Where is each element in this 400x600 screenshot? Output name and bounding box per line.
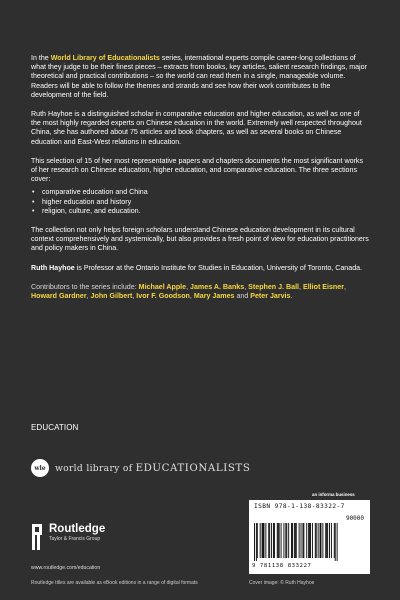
category-label: EDUCATION xyxy=(31,423,79,432)
routledge-logo-icon xyxy=(31,523,43,551)
blurb xyxy=(31,54,369,311)
contributor-name: Ivor F. Goodson xyxy=(136,292,190,301)
contributor-name: Howard Gardner xyxy=(31,292,87,301)
publisher-name-block xyxy=(49,523,105,543)
author-bio xyxy=(31,264,369,273)
author-name: Ruth Hayhoe xyxy=(31,263,75,272)
separator: , xyxy=(186,282,191,291)
series-brand-text xyxy=(55,463,250,474)
barcode-digits: 9 781138 833227 xyxy=(252,563,312,569)
contributors-lead: Contributors to the series include: xyxy=(31,282,139,291)
contributors xyxy=(31,283,369,301)
contributor-name: Mary James xyxy=(193,292,235,301)
barcode-bars-icon xyxy=(254,514,366,561)
contributor-name: James A. Banks xyxy=(190,282,245,291)
list-item: • comparative education and China xyxy=(31,188,369,197)
separator: and xyxy=(234,292,251,301)
series-intro xyxy=(31,54,369,100)
wle-logo-icon: wle xyxy=(31,459,49,477)
publisher-url: www.routledge.com/education xyxy=(31,565,101,571)
separator: , xyxy=(343,282,346,291)
publisher-block xyxy=(31,523,105,551)
separator: , xyxy=(86,292,91,301)
sections-list xyxy=(31,188,369,216)
contributor-name: Stephen J. Ball xyxy=(248,282,300,291)
isbn-barcode xyxy=(249,500,370,574)
separator: , xyxy=(132,292,137,301)
price-code: 90000 xyxy=(345,515,364,522)
series-name: World Library of Educationalists xyxy=(50,54,160,62)
list-item: • religion, culture, and education. xyxy=(31,207,369,216)
intro-post: series, international experts compile career-long collections of what they judge to be their finest pieces – extracts from books, key articles, salient research findings, major theoretical and practical contributions – so the world can read them in a single, manageable volume. Readers will be able to follow the themes and strands and see how their work contributes to the development of the field. xyxy=(31,54,367,99)
contributor-name: Peter Jarvis xyxy=(250,292,291,301)
informa-label: an informa business xyxy=(312,492,355,497)
contributor-name: Elliot Eisner xyxy=(302,282,344,291)
contributor-name: John Gilbert xyxy=(90,292,133,301)
brand-text-caps: EDUCATIONALISTS xyxy=(135,462,251,474)
brand-text-pre: world library of xyxy=(55,462,136,474)
series-brand xyxy=(31,459,250,477)
separator: , xyxy=(244,282,249,291)
separator: , xyxy=(299,282,303,291)
isbn-text: ISBN 978-1-138-83322-7 xyxy=(254,503,345,510)
cover-credit: Cover image: © Ruth Hayhoe xyxy=(249,580,315,586)
list-item: • higher education and history xyxy=(31,198,369,207)
collection-paragraph: The collection not only helps foreign scholars understand Chinese education development in its cultural context comprehensively and systemically, but also provides a fresh point of view for education practitioners and policy makers in China. xyxy=(31,226,369,253)
ebook-note: Routledge titles are available as eBook editions in a range of digital formats xyxy=(31,580,198,586)
selection-paragraph: This selection of 15 of her most representative papers and chapters documents the most significant works of her research on Chinese education, higher education, and comparative education. The three sections cover: xyxy=(31,156,363,184)
publisher-group: Taylor & Francis Group xyxy=(49,536,101,542)
contributor-name: Michael Apple xyxy=(138,282,187,291)
publisher-name: Routledge xyxy=(49,523,106,535)
author-paragraph: Ruth Hayhoe is a distinguished scholar in comparative education and higher education, as well as one of the most highly regarded experts on Chinese education in the world. Extremely well respected throughout China, she has authored about 75 articles and book chapters, as well as several books on Chinese education and East-West relations in education. xyxy=(31,110,362,146)
intro-pre: In the xyxy=(31,54,51,62)
separator: . xyxy=(290,292,293,301)
author-bio-text: is Professor at the Ontario Institute for Studies in Education, University of Toronto, Canada. xyxy=(74,263,363,272)
separator: , xyxy=(189,292,194,301)
